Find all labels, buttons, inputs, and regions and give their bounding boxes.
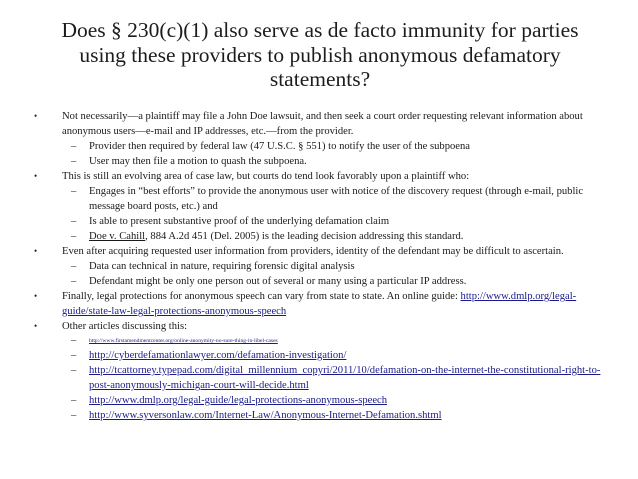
dash-icon: – — [71, 186, 77, 197]
dash-icon: – — [71, 216, 77, 227]
sub-text: Defendant might be only one person out of several or many using a particular IP address. — [89, 276, 467, 287]
sub-item — [0, 408, 638, 423]
article-link[interactable]: http://www.firstamendmentcenter.org/online-anonymity-no-sure-thing-in-libel-cases — [89, 338, 278, 344]
dash-icon: – — [71, 231, 77, 242]
sub-item — [0, 139, 638, 154]
sub-item — [0, 259, 638, 274]
sub-item — [0, 229, 638, 244]
slide-title: Does § 230(c)(1) also serve as de facto immunity for parties using these providers to publish anonymous defamatory statements? — [61, 18, 579, 91]
dash-icon: – — [71, 261, 77, 272]
bullet-icon: • — [34, 246, 38, 256]
bullet-text: Not necessarily—a plaintiff may file a John Doe lawsuit, and then seek a court order requesting relevant information about anonymous users—e-mail and IP addresses, etc.—from the provider. — [62, 111, 583, 137]
article-link[interactable]: http://tcattorney.typepad.com/digital_millennium_copyri/2011/10/defamation-on-the-internet-the-constitutional-right-to-post-anonymously-michigan-court-will-decide.html — [89, 365, 601, 391]
dash-icon: – — [71, 156, 77, 167]
bullet-text: Finally, legal protections for anonymous speech can vary from state to state. An online guide: — [62, 291, 461, 302]
article-link[interactable]: http://www.dmlp.org/legal-guide/legal-protections-anonymous-speech — [89, 395, 388, 406]
slide-body — [0, 109, 638, 423]
bullet-text: Other articles discussing this: — [62, 321, 188, 332]
sub-text: User may then file a motion to quash the subpoena. — [89, 156, 307, 167]
sub-item — [0, 154, 638, 169]
bullet-item — [0, 169, 638, 184]
dash-icon: – — [71, 335, 77, 346]
dmlp-guide-link[interactable]: http://www.dmlp.org/legal-guide/state-law-legal-protections-anonymous-speech — [62, 291, 577, 317]
sub-item — [0, 363, 638, 393]
dash-icon: – — [71, 410, 77, 421]
article-link[interactable]: http://www.syversonlaw.com/Internet-Law/Anonymous-Internet-Defamation.shtml — [89, 410, 442, 421]
dash-icon: – — [71, 365, 77, 376]
sub-text: Provider then required by federal law (47 U.S.C. § 551) to notify the user of the subpoena — [89, 141, 470, 152]
dash-icon: – — [71, 141, 77, 152]
bullet-text: Even after acquiring requested user information from providers, identity of the defendant may be difficult to ascertain. — [62, 246, 564, 257]
sub-item — [0, 334, 638, 348]
case-name: Doe v. Cahill — [89, 231, 146, 242]
bullet-item — [0, 319, 638, 334]
case-citation: , 884 A.2d 451 (Del. 2005) is the leading decision addressing this standard. — [145, 231, 464, 242]
dash-icon: – — [71, 276, 77, 287]
sub-text: Is able to present substantive proof of the underlying defamation claim — [89, 216, 390, 227]
dash-icon: – — [71, 395, 77, 406]
bullet-item — [0, 289, 638, 319]
sub-text: Data can technical in nature, requiring forensic digital analysis — [89, 261, 355, 272]
bullet-item — [0, 109, 638, 139]
article-link[interactable]: http://cyberdefamationlawyer.com/defamation-investigation/ — [89, 350, 347, 361]
bullet-icon: • — [34, 321, 38, 331]
bullet-item — [0, 244, 638, 259]
bullet-icon: • — [34, 291, 38, 301]
dash-icon: – — [71, 350, 77, 361]
sub-item — [0, 184, 638, 214]
bullet-icon: • — [34, 171, 38, 181]
sub-item — [0, 393, 638, 408]
bullet-icon: • — [34, 111, 38, 121]
sub-text: Engages in “best efforts” to provide the anonymous user with notice of the discovery request (through e-mail, public message board posts, etc.) and — [89, 186, 584, 212]
sub-item — [0, 348, 638, 363]
sub-item — [0, 214, 638, 229]
bullet-text: This is still an evolving area of case law, but courts do tend look favorably upon a plaintiff who: — [62, 171, 470, 182]
sub-item — [0, 274, 638, 289]
